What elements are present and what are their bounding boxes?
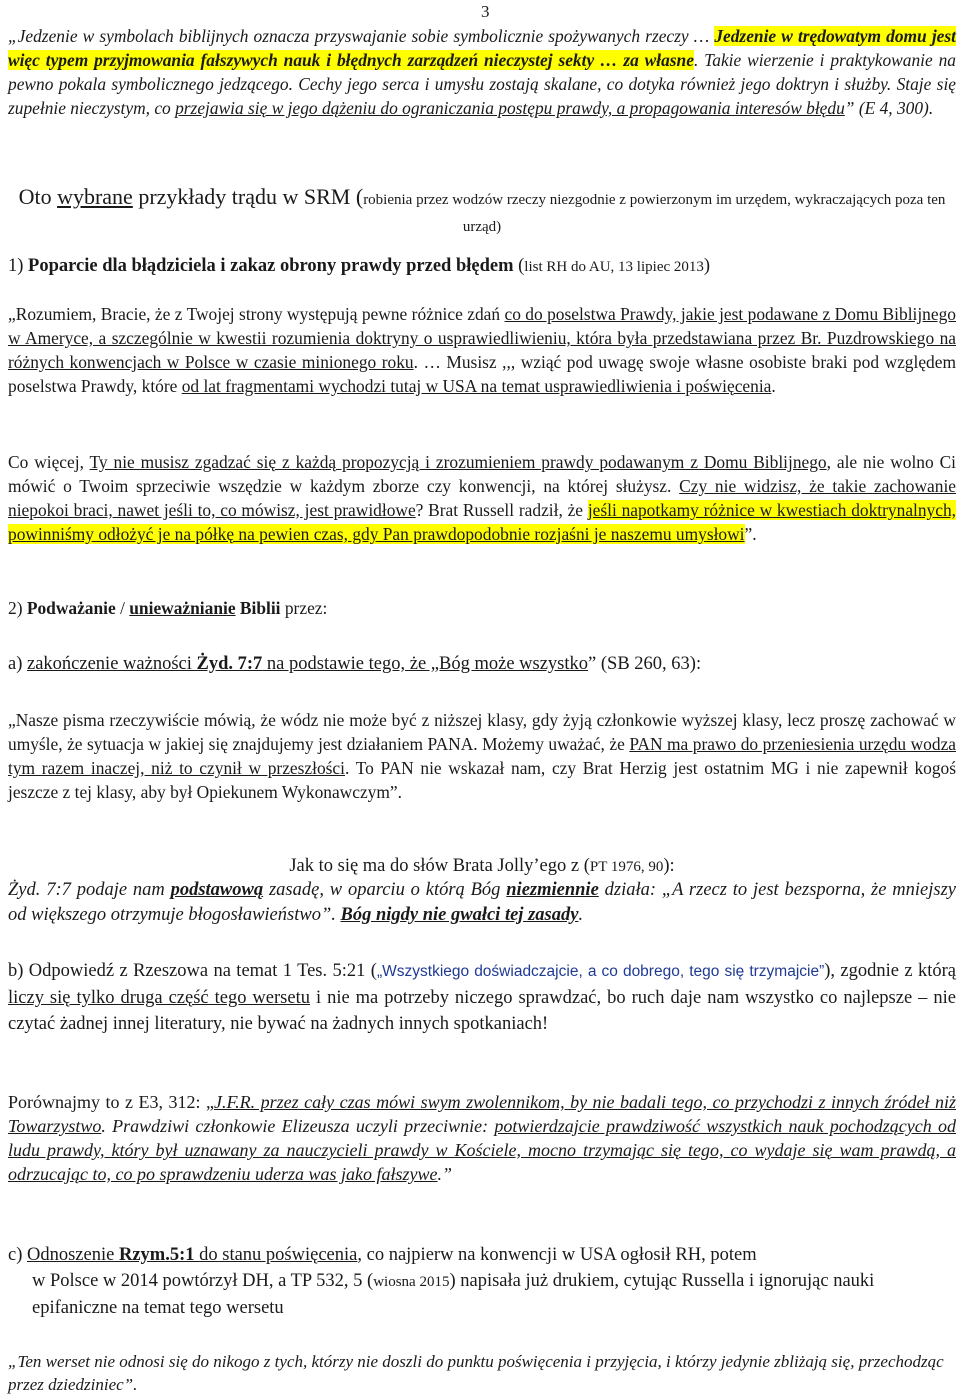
heading-2c: c) Odnoszenie Rzym.5:1 do stanu poświęcenia, co najpierw na konwencji w USA ogłosił RH, potem w Polsce w 2014 powtórzył DH, a TP 532, 5 (wiosna 2015) napisała już drukiem, cytując Russella i ignorując nauki epifaniczne na temat tego wersetu: [8, 1245, 875, 1318]
heading-2a: a) zakończenie ważności Żyd. 7:7 na podstawie tego, że „Bóg może wszystko” (SB 260, 63):: [8, 654, 702, 674]
highlight-text: Jedzenie w trędowatym domu jest więc typem przyjmowania fałszywych nauk i błędnych zarządzeń nieczystej sekty … za własne: [8, 26, 956, 70]
heading-2b: b) Odpowiedź z Rzeszowa na temat 1 Tes. 5:21 („Wszystkiego doświadczajcie, a co dobrego, tego się trzymajcie”), zgodnie z którą liczy się tylko druga część tego wersetu i nie ma potrzeby niczego sprawdzać, bo ruch daje nam wszystko co najlepsze – nie czytać żadnej innej literatury, nie bywać na żadnych innych spotkaniach!: [8, 961, 956, 1034]
quote-sb: „Nasze pisma rzeczywiście mówią, że wódz nie może być z niższej klasy, gdy żyją członkowie wyższej klasy, lecz proszę zachować w umyśle, że sytuacja w jakiej się znajdujemy jest działaniem PANA. Możemy uważać, że PAN ma prawo do przeniesienia urzędu wodza tym razem inaczej, niż to czynił w przeszłości. To PAN nie wskazał nam, czy Brat Herzig jest ostatnim MG i nie zapewnił kogoś jeszcze z tej klasy, aby był Opiekunem Wykonawczym”.: [8, 710, 957, 802]
e3-comparison: Porównajmy to z E3, 312: „J.F.R. przez cały czas mówi swym zwolennikom, by nie badali tego, co przychodzi z innych źródeł niż Towarzystwo. Prawdziwi członkowie Elizeusza uczyli przeciwnie: potwierdzajcie prawdziwość wszystkich nauk pochodzących od ludu prawdy, który był uznawany za nauczycieli prawdy w Kościele, mocno trzymając się tego, co wydaje się wam prawdą, a odrzucając to, co po sprawdzeniu uderza was jako fałszywe.”: [8, 1092, 957, 1184]
final-quote: „Ten werset nie odnosi się do nikogo z tych, którzy nie doszli do punktu poświęcenia i przyjęcia, i którzy jedynie zbliżają się, przechodząc przez dziedziniec”.: [8, 1352, 944, 1394]
underlined-text: przejawia się w jego dążeniu do ograniczania postępu prawdy, a propagowania interesów błędu: [175, 98, 845, 118]
highlight-text: jeśli napotkamy różnice w kwestiach doktrynalnych, powinniśmy odłożyć je na półkę na pewien czas, gdy Pan prawdopodobnie rozjaśni je naszemu umysłowi: [8, 500, 957, 544]
section-title: Oto wybrane przykłady trądu w SRM (robienia przez wodzów rzeczy niezgodnie z powierzonym im urzędem, wykraczających poza ten urząd): [18, 184, 946, 235]
quote-rh-letter: „Rozumiem, Bracie, że z Twojej strony występują pewne różnice zdań co do poselstwa Prawdy, jakie jest podawane z Domu Biblijnego w Ameryce, a szczególnie w kwestii rozumienia doktryny o usprawiedliwieniu, która była przedstawiana przez Br. Puzdrowskiego na różnych konwencjach w Polsce w czasie minionego roku. … Musisz ,,, wziąć pod uwagę swoje własne osobiste braki pod względem poselstwa Prawdy, które od lat fragmentami wychodzi tutaj w USA na temat usprawiedliwienia i poświęcenia.: [8, 304, 956, 396]
heading-1: 1) Poparcie dla błądziciela i zakaz obrony prawdy przed błędem (list RH do AU, 13 lipiec 2013): [8, 256, 711, 276]
intro-paragraph: „Jedzenie w symbolach biblijnych oznacza przyswajanie sobie symbolicznie spożywanych rzeczy … Jedzenie w trędowatym domu jest więc typem przyjmowania fałszywych nauk i błędnych zarządzeń nieczystej sekty … za własne. Takie wierzenie i praktykowanie na pewno pokala symbolicznego jedzącego. Cechy jego serca i umysłu zostają skalane, co dotyka również jego doktryn i służby. Staje się zupełnie nieczystym, co przejawia się w jego dążeniu do ograniczania postępu prawdy, a propagowania interesów błędu” (E 4, 300).: [8, 26, 956, 118]
jolly-heading: Jak to się ma do słów Brata Jolly’ego z (PT 1976, 90):: [289, 856, 675, 876]
jolly-quote: Żyd. 7:7 podaje nam podstawową zasadę, w oparciu o którą Bóg niezmiennie działa: „A rzecz to jest bezsporna, że mniejszy od większego otrzymuje błogosławieństwo”. Bóg nigdy nie gwałci tej zasady.: [8, 880, 957, 925]
paragraph-moreover: Co więcej, Ty nie musisz zgadzać się z każdą propozycją i zrozumieniem prawdy podawanym z Domu Biblijnego, ale nie wolno Ci mówić o Twoim sprzeciwie wszędzie w każdym zborze czy konwencji, na której służysz. Czy nie widzisz, że takie zachowanie niepokoi braci, nawet jeśli to, co mówisz, jest prawidłowe? Brat Russell radził, że jeśli napotkamy różnice w kwestiach doktrynalnych, powinniśmy odłożyć je na półkę na pewien czas, gdy Pan prawdopodobnie rozjaśni je naszemu umysłowi”.: [8, 452, 957, 544]
verse-quote: „Wszystkiego doświadczajcie, a co dobrego, tego się trzymajcie”: [376, 963, 825, 980]
heading-2: 2) Podważanie / unieważnianie Biblii przez:: [8, 598, 328, 618]
page-number: 3: [481, 2, 490, 21]
